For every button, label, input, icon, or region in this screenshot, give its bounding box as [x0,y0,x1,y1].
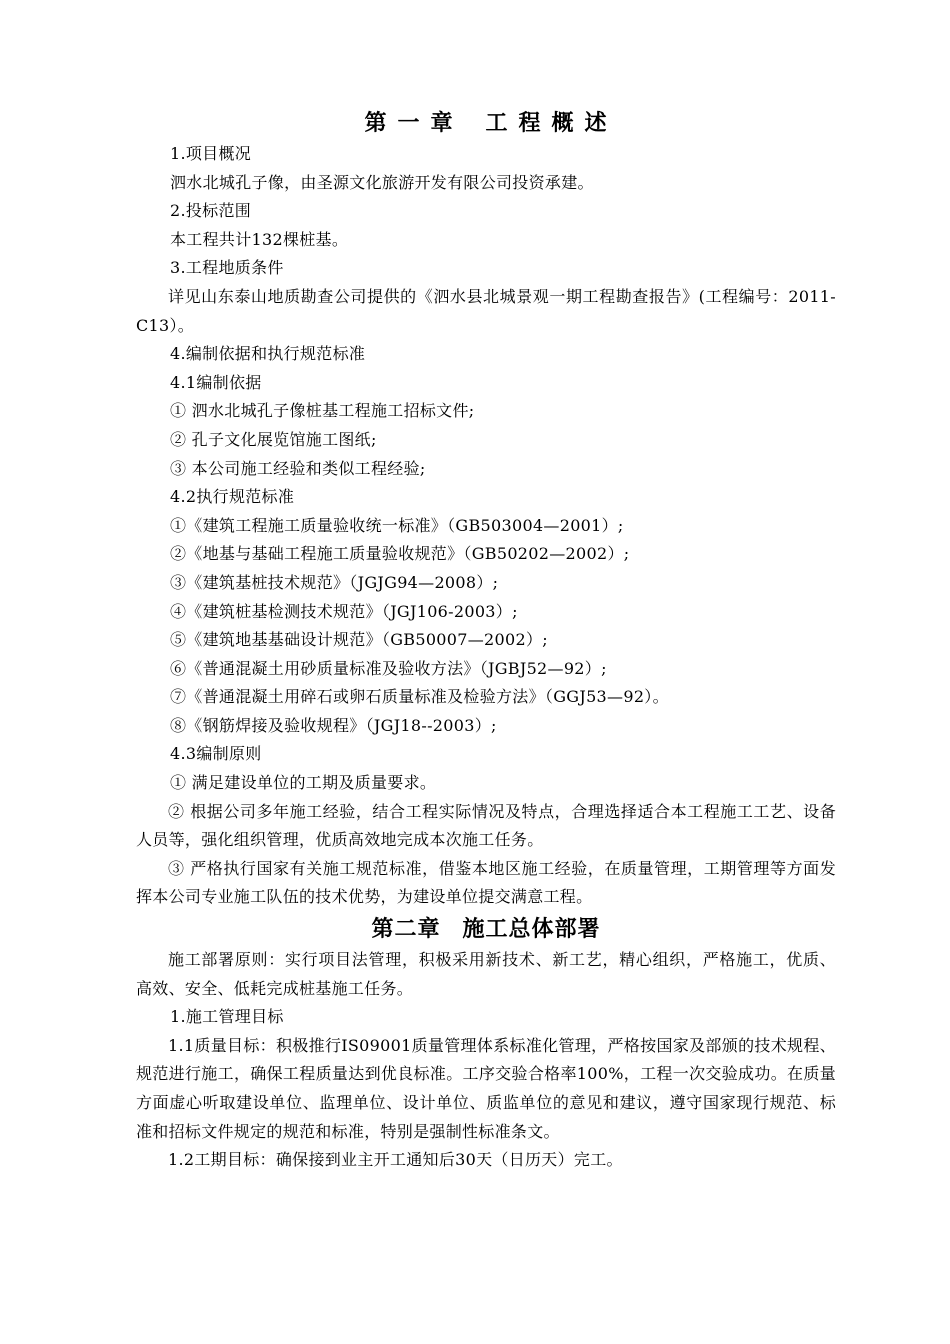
standard-item: ④《建筑桩基检测技术规范》（JGJ106-2003）; [170,601,518,621]
chapter-1-word: 一 [397,110,421,136]
section-text: 泗水北城孔子像，由圣源文化旅游开发有限公司投资承建。 [170,172,594,192]
section-heading: 1.施工管理目标 [170,1007,284,1027]
principle-item: ③ 严格执行国家有关施工规范标准，借鉴本地区施工经验，在质量管理，工期管理等方面发挥本公司专业施工队伍的技术优势，为建设单位提交满意工程。 [136,858,836,907]
quality-target: 1.1质量目标：积极推行IS09001质量管理体系标准化管理，严格按国家及部颁的技术规程、规范进行施工，确保工程质量达到优良标准。工序交验合格率100%，工程一次交验成功。在质量方面虚心听取建设单位、监理单位、设计单位、质监单位的意见和建议，遵守国家现行规范、标准和招标文件规定的规范和标准，特别是强制性标准条文。 [136,1035,836,1141]
chapter-1-word: 工 [485,110,509,136]
list-item: ② 孔子文化展览馆施工图纸; [170,429,377,449]
standard-item: ③《建筑基桩技术规范》（JGJG94—2008）; [170,572,499,592]
chapter-1-word: 程 [518,110,542,136]
section-heading: 3.工程地质条件 [170,258,284,278]
standard-item: ⑤《建筑地基基础设计规范》（GB50007—2002）; [170,630,548,650]
principle-item: ② 根据公司多年施工经验，结合工程实际情况及特点，合理选择适合本工程施工工艺、设备人员等，强化组织管理，优质高效地完成本次施工任务。 [136,801,836,850]
standard-item: ⑦《普通混凝土用碎石或卵石质量标准及检验方法》（GGJ53—92）。 [170,687,669,707]
deployment-principle: 施工部署原则：实行项目法管理，积极采用新技术、新工艺，精心组织，严格施工，优质、高效、安全、低耗完成桩基施工任务。 [136,950,836,998]
standard-item: ②《地基与基础工程施工质量验收规范》（GB50202—2002）; [170,544,630,564]
standard-item: ⑥《普通混凝土用砂质量标准及验收方法》（JGBJ52—92）; [170,658,607,678]
chapter-2-title [136,912,836,946]
subsection-heading: 4.1编制依据 [170,372,262,392]
standard-item: ①《建筑工程施工质量验收统一标准》（GB503004—2001）; [170,515,624,535]
subsection-heading: 4.3编制原则 [170,744,262,764]
section-heading: 1.项目概况 [170,144,252,163]
subsection-heading: 4.2执行规范标准 [170,487,295,507]
chapter-1-word: 述 [584,110,608,136]
section-heading: 4.编制依据和执行规范标准 [170,344,366,364]
section-heading: 2.投标范围 [170,201,252,221]
chapter-2-number: 第二章 [371,916,441,943]
list-item: ③ 本公司施工经验和类似工程经验; [170,458,426,478]
chapter-1-word: 章 [430,110,454,136]
list-item: ① 泗水北城孔子像桩基工程施工招标文件; [170,401,475,421]
chapter-1-word: 第 [364,110,388,136]
chapter-1-title [136,106,836,140]
chapter-1-word: 概 [551,110,575,136]
principle-item: ① 满足建设单位的工期及质量要求。 [170,773,437,793]
document-body [136,106,836,1175]
chapter-2-name: 施工总体部署 [462,916,601,943]
section-text: 本工程共计132棵桩基。 [170,229,349,249]
standard-item: ⑧《钢筋焊接及验收规程》（JGJ18--2003）; [170,715,497,735]
schedule-target: 1.2工期目标：确保接到业主开工通知后30天（日历天）完工。 [168,1150,623,1170]
section-text: 详见山东泰山地质勘查公司提供的《泗水县北城景观一期工程勘查报告》(工程编号：2011-C13）。 [136,286,836,335]
